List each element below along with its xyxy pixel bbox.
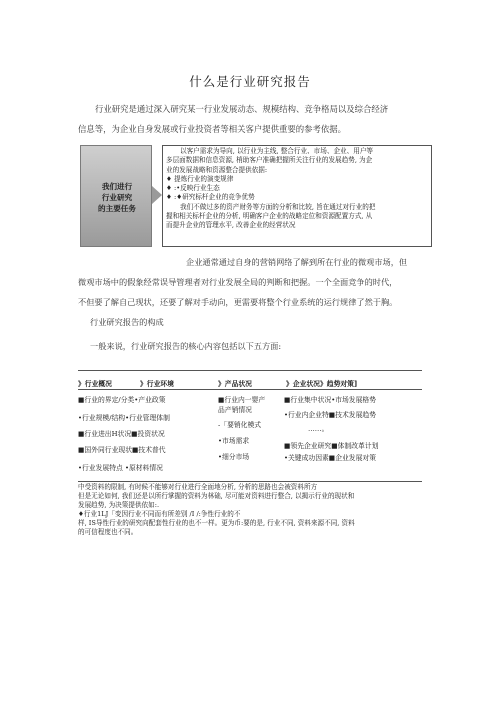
task-bullet: ♦ :•反映行业生态 bbox=[166, 184, 220, 193]
main-tasks-content bbox=[162, 145, 432, 247]
task-line: 业的发展战略和资源整合提供依据: bbox=[166, 165, 268, 174]
label-line: 的主要任务 bbox=[98, 204, 136, 213]
footnote-line: 发展趋势, 为决策提供依如:. bbox=[78, 501, 160, 509]
aspect-item: ■行业的界定/分类•产业政策 bbox=[78, 396, 166, 404]
aspect-header: 》行业概况 bbox=[78, 380, 112, 388]
footnote-line: 中受资料的限制, 有时候不能够对行业进行全面地分析, 分析的思路也会被资料所方 bbox=[78, 483, 318, 491]
footnote-line: 但是无论如何, 我们还是以所行掌握的资料为林础, 尽可能对资料进行整合, 以揭示行业的现状和 bbox=[78, 492, 355, 500]
body-line: 企业通常通过自身的营销网络了解到所在行业的微观市场，但 bbox=[186, 257, 408, 267]
aspect-item: -「要销化模式 bbox=[218, 421, 262, 429]
divider bbox=[78, 389, 422, 390]
aspect-item: ■国外同行业现状■技术普代 bbox=[78, 446, 166, 454]
body-line: 微观市场中的假象经常误导管理者对行业发展全局的判断和把握。一个全面竞争的时代， bbox=[78, 277, 398, 287]
aspect-header: 》企业状况》趋势对策] bbox=[286, 380, 358, 388]
task-bullet: ♦ 提炼行业的演变规律 bbox=[166, 174, 234, 183]
aspect-header: 》产品状况 bbox=[218, 380, 252, 388]
divider bbox=[78, 481, 422, 482]
intro-line: 信息等，为企业自身发展或行业投资者等相关客户提供重要的参考依据。 bbox=[78, 124, 346, 134]
task-bullet: ♦ :♦研究标杆企业的竞争优势 bbox=[166, 193, 255, 202]
footnote bbox=[78, 483, 438, 537]
main-tasks-box bbox=[80, 145, 432, 247]
aspect-item: ■行业进出H状况■投资状况 bbox=[78, 430, 165, 438]
footnote-line: ♦行业1LJ「变因行业不同而有所差别 /I /:争性行业的不 bbox=[78, 510, 241, 518]
aspect-item: ■行业集中状况•市场发展格势 bbox=[284, 396, 376, 404]
aspect-item: •行业内企业特■技术发展趋势 bbox=[284, 411, 376, 419]
aspect-item: 品产销情况 bbox=[218, 406, 252, 414]
aspect-item: •市场需求 bbox=[218, 437, 250, 445]
arrow-right-icon bbox=[152, 186, 162, 204]
intro-line bbox=[78, 99, 436, 119]
task-line: 多层面数据和信息资源, 梢助客户准确把握所关注行业的发展趋势, 为企 bbox=[166, 156, 373, 165]
aspects-header-row bbox=[78, 378, 422, 388]
intro-line-1-text: 行业研究是通过深入研究某一行业发展动态、规模结构、竞争格局以及综合经济 bbox=[95, 104, 389, 114]
aspect-item: •细分市场 bbox=[218, 453, 250, 461]
aspect-item: ■领先企业研究■体制改革计划 bbox=[284, 442, 379, 450]
aspect-header: 》行业环境 bbox=[140, 380, 174, 388]
main-tasks-label bbox=[87, 181, 147, 214]
aspect-item: •关键成功因素■企业发展对策 bbox=[284, 454, 376, 462]
footnote-line: 样, IS导性行业的研究向配套性行业的也不一样。更为币:要的是, 行业不同, 资料来源不同, 资料 bbox=[78, 519, 355, 527]
section-heading: 行业研究报告的构成 bbox=[90, 317, 164, 327]
body-paragraph bbox=[78, 252, 436, 356]
divider bbox=[78, 370, 422, 371]
task-line: 握和相关标杆企业的分析, 明确客户企业的战略定位和资源配置方式, 从 bbox=[166, 212, 373, 221]
label-line: 行业研究 bbox=[101, 193, 133, 202]
body-line: 不但要了解自己现状，还要了解对手动向，更需要将整个行业系统的运行规律了然于胸。 bbox=[78, 297, 398, 307]
aspect-item: •行业发展特点 •原材料情况 bbox=[78, 464, 163, 472]
aspect-item: ……。 bbox=[308, 425, 329, 433]
main-tasks-label-panel bbox=[80, 145, 152, 247]
page-title: 什么是行业研究报告 bbox=[189, 74, 311, 89]
task-line: 而提升企业的管理水平, 改善企业的经营状况 bbox=[166, 221, 296, 230]
body-line: 一般来说，行业研究报告的核心内容包括以下五方面: bbox=[90, 341, 282, 351]
footnote-line: 的可信程度也不同。 bbox=[78, 528, 138, 536]
intro-paragraph bbox=[78, 99, 436, 139]
task-line: 我们不做过多的资产财务等方面的分析和比较, 旨在通过对行业的把 bbox=[180, 202, 376, 211]
aspect-item: ■行业内一婴产 bbox=[218, 396, 266, 404]
task-line: 以客户需求为导向, 以行业为主线, 整合行业、市场、企业、用户等 bbox=[180, 147, 374, 155]
label-line: 我们进行 bbox=[101, 182, 133, 191]
aspect-item: •行业规模/结构•行业管理体制 bbox=[78, 414, 170, 422]
